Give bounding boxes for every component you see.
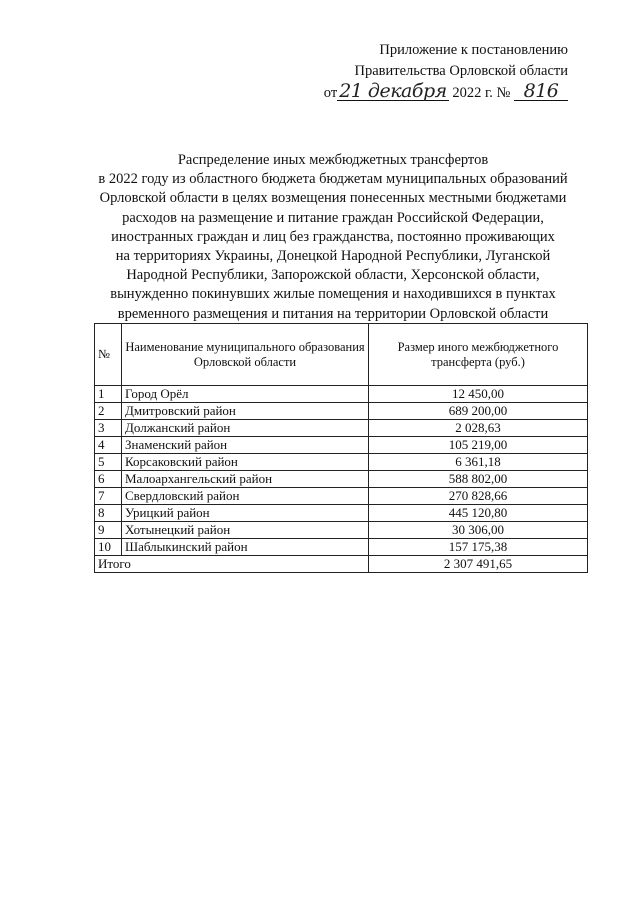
row-num: 6: [95, 471, 122, 488]
row-value: 105 219,00: [369, 437, 588, 454]
row-name: Дмитровский район: [122, 403, 369, 420]
title-line-3: Орловской области в целях возмещения понесенных местными бюджетами: [99, 190, 567, 207]
row-value: 689 200,00: [369, 403, 588, 420]
header-num: №: [95, 324, 122, 386]
header-value: Размер иного межбюджетного трансферта (руб.): [369, 324, 588, 386]
year-number-label: 2022 г. №: [452, 85, 511, 101]
handwritten-number: 816: [514, 82, 568, 101]
header-name: Наименование муниципального образования Орловской области: [122, 324, 369, 386]
row-name: Малоархангельский район: [122, 471, 369, 488]
row-name: Должанский район: [122, 420, 369, 437]
title-line-5: иностранных граждан и лиц без гражданства, постоянно проживающих: [111, 228, 555, 245]
appendix-date-line: [268, 82, 568, 104]
table-row: [95, 505, 588, 522]
row-name: Корсаковский район: [122, 454, 369, 471]
table-row: [95, 522, 588, 539]
table-row: [95, 471, 588, 488]
row-value: 30 306,00: [369, 522, 588, 539]
row-num: 7: [95, 488, 122, 505]
table-header-row: [95, 324, 588, 386]
row-num: 10: [95, 539, 122, 556]
row-value: 588 802,00: [369, 471, 588, 488]
title-line-7: Народной Республики, Запорожской области, Херсонской области,: [126, 267, 540, 284]
row-num: 5: [95, 454, 122, 471]
row-name: Урицкий район: [122, 505, 369, 522]
handwritten-date: 21 декабря: [339, 80, 447, 102]
row-value: 270 828,66: [369, 488, 588, 505]
row-value: 2 028,63: [369, 420, 588, 437]
table-row: [95, 454, 588, 471]
row-num: 8: [95, 505, 122, 522]
table-total-row: [95, 556, 588, 573]
title-line-2: в 2022 году из областного бюджета бюджетам муниципальных образований: [98, 171, 568, 188]
title-line-1: Распределение иных межбюджетных трансфертов: [177, 152, 489, 168]
document-title: [78, 151, 588, 324]
table-row: [95, 488, 588, 505]
total-value: 2 307 491,65: [369, 556, 588, 573]
title-line-9: временного размещения и питания на территории Орловской области: [117, 305, 549, 322]
title-line-4: расходов на размещение и питание граждан Российской Федерации,: [122, 209, 544, 226]
table-row: [95, 403, 588, 420]
appendix-line-1: Приложение к постановлению: [379, 42, 568, 58]
row-num: 1: [95, 386, 122, 403]
row-num: 4: [95, 437, 122, 454]
row-name: Город Орёл: [122, 386, 369, 403]
title-line-8: вынужденно покинувших жилые помещения и находившихся в пунктах: [110, 286, 556, 303]
title-line-6: на территориях Украины, Донецкой Народной Республики, Луганской: [115, 248, 551, 265]
row-name: Знаменский район: [122, 437, 369, 454]
row-name: Свердловский район: [122, 488, 369, 505]
appendix-line-2: Правительства Орловской области: [354, 63, 568, 79]
row-value: 445 120,80: [369, 505, 588, 522]
row-name: Шаблыкинский район: [122, 539, 369, 556]
row-value: 6 361,18: [369, 454, 588, 471]
row-num: 9: [95, 522, 122, 539]
row-num: 2: [95, 403, 122, 420]
date-prefix: от: [323, 85, 338, 101]
row-num: 3: [95, 420, 122, 437]
table-row: [95, 386, 588, 403]
row-name: Хотынецкий район: [122, 522, 369, 539]
row-value: 157 175,38: [369, 539, 588, 556]
row-value: 12 450,00: [369, 386, 588, 403]
appendix-header: [268, 40, 568, 104]
total-label: Итого: [95, 556, 369, 573]
table-row: [95, 420, 588, 437]
transfers-table: [94, 323, 588, 573]
table-row: [95, 437, 588, 454]
table-row: [95, 539, 588, 556]
